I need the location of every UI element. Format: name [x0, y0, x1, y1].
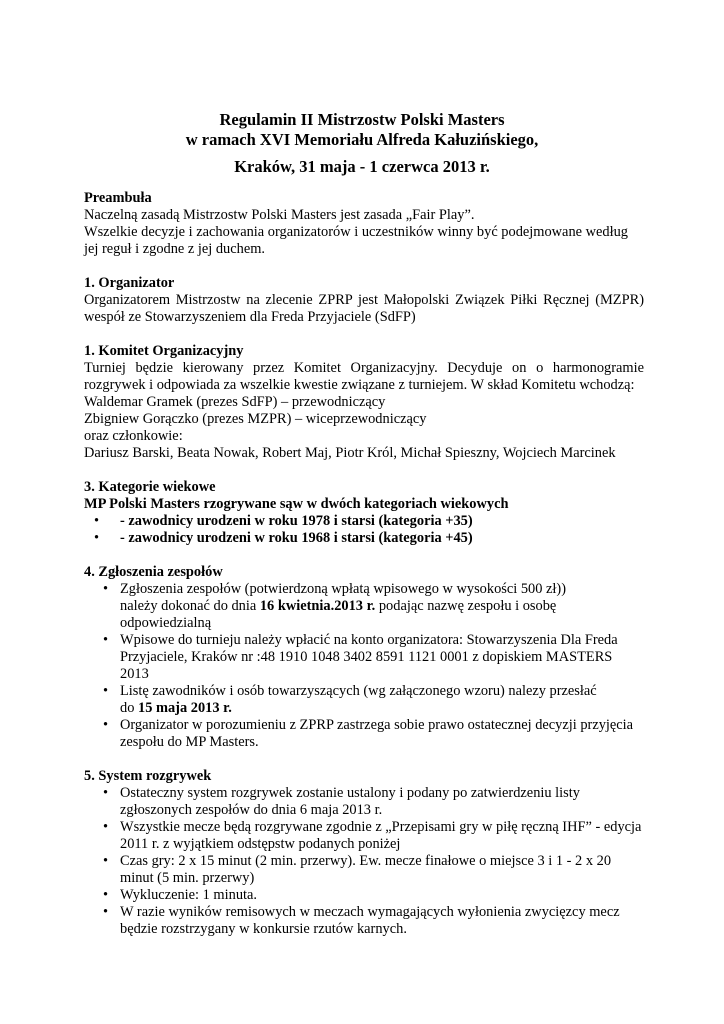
section-komitet	[84, 343, 644, 462]
section-subheading: MP Polski Masters rzogrywane sąw w dwóch kategoriach wiekowych	[84, 496, 509, 512]
paragraph: Naczelną zasadą Mistrzostw Polski Masters jest zasada „Fair Play”.	[84, 207, 475, 223]
section-heading: 1. Komitet Organizacyjny	[84, 343, 244, 359]
section-heading: Preambuła	[84, 190, 152, 206]
document-title-line-2: w ramach XVI Memoriału Alfreda Kałuzińskiego,	[185, 130, 539, 149]
section-organizator	[84, 275, 644, 326]
document-title-line-1: Regulamin II Mistrzostw Polski Masters	[219, 110, 505, 129]
paragraph: Wszelkie decyzje i zachowania organizatorów i uczestników winny być podejmowane według jej reguł i zgodne z jej duchem.	[84, 224, 628, 257]
system-list	[84, 785, 644, 938]
list-item: • Ostateczny system rozgrywek zostanie ustalony i podany po zatwierdzeniu listy zgłoszonych zespołów do dnia 6 maja 2013 r.	[84, 785, 582, 819]
section-preambula	[84, 190, 644, 258]
category-list	[84, 513, 644, 547]
list-item: • Listę zawodników i osób towarzyszących (wg załączonego wzoru) nalezy przesłać do 15 maja 2013 r.	[84, 683, 644, 717]
section-heading: 1. Organizator	[84, 275, 175, 291]
committee-chair: Waldemar Gramek (prezes SdFP) – przewodniczący	[84, 394, 386, 410]
list-item: • Wszystkie mecze będą rozgrywane zgodnie z „Przepisami gry w piłę ręczną IHF” - edycja 2011 r. z wyjątkiem odstępstw podanych poniżej	[84, 819, 650, 853]
paragraph: Turniej będzie kierowany przez Komitet Organizacyjny. Decyduje on o harmonogramie rozgrywek i odpowiada za wszelkie kwestie związane z turniejem. W skład Komitetu wchodzą:	[84, 360, 644, 393]
registration-list	[84, 581, 644, 751]
list-item: • - zawodnicy urodzeni w roku 1968 i starsi (kategoria +45)	[84, 530, 644, 547]
list-item: • - zawodnicy urodzeni w roku 1978 i starsi (kategoria +35)	[84, 513, 644, 530]
paragraph: Organizatorem Mistrzostw na zlecenie ZPRP jest Małopolski Związek Piłki Ręcznej (MZPR) wespół ze Stowarzyszeniem dla Freda Przyjaciele (SdFP)	[84, 292, 644, 325]
list-item: • Wykluczenie: 1 minuta.	[84, 887, 644, 904]
committee-vice-chair: Zbigniew Gorączko (prezes MZPR) – wiceprzewodniczący	[84, 411, 427, 427]
list-item: • Wpisowe do turnieju należy wpłacić na konto organizatora: Stowarzyszenia Dla Freda Przyjaciele, Kraków nr :48 1910 1048 3402 8591 1121 0001 z dopiskiem MASTERS 2013	[84, 632, 624, 683]
list-item: • Czas gry: 2 x 15 minut (2 min. przerwy). Ew. mecze finałowe o miejsce 3 i 1 - 2 x 20 minut (5 min. przerwy)	[84, 853, 644, 887]
section-heading: 4. Zgłoszenia zespołów	[84, 564, 223, 580]
document-body	[84, 190, 644, 938]
section-heading: 3. Kategorie wiekowe	[84, 479, 216, 495]
list-item: • W razie wyników remisowych w meczach wymagających wyłonienia zwycięzcy mecz będzie rozstrzygany w konkursie rzutów karnych.	[84, 904, 660, 938]
list-item: • Organizator w porozumieniu z ZPRP zastrzega sobie prawo ostatecznej decyzji przyjęcia zespołu do MP Masters.	[84, 717, 644, 751]
section-kategorie	[84, 479, 644, 547]
section-system	[84, 768, 644, 938]
committee-members-label: oraz członkowie:	[84, 428, 183, 444]
section-heading: 5. System rozgrywek	[84, 768, 212, 784]
committee-members: Dariusz Barski, Beata Nowak, Robert Maj, Piotr Król, Michał Spieszny, Wojciech Marcinek	[84, 445, 616, 461]
section-zgloszenia	[84, 564, 644, 751]
document-title-date: Kraków, 31 maja - 1 czerwca 2013 r.	[234, 157, 490, 176]
list-item: • Zgłoszenia zespołów (potwierdzoną wpłatą wpisowego w wysokości 500 zł)) należy dokonać do dnia 16 kwietnia.2013 r. podając nazwę zespołu i osobę odpowiedzialną	[84, 581, 600, 632]
